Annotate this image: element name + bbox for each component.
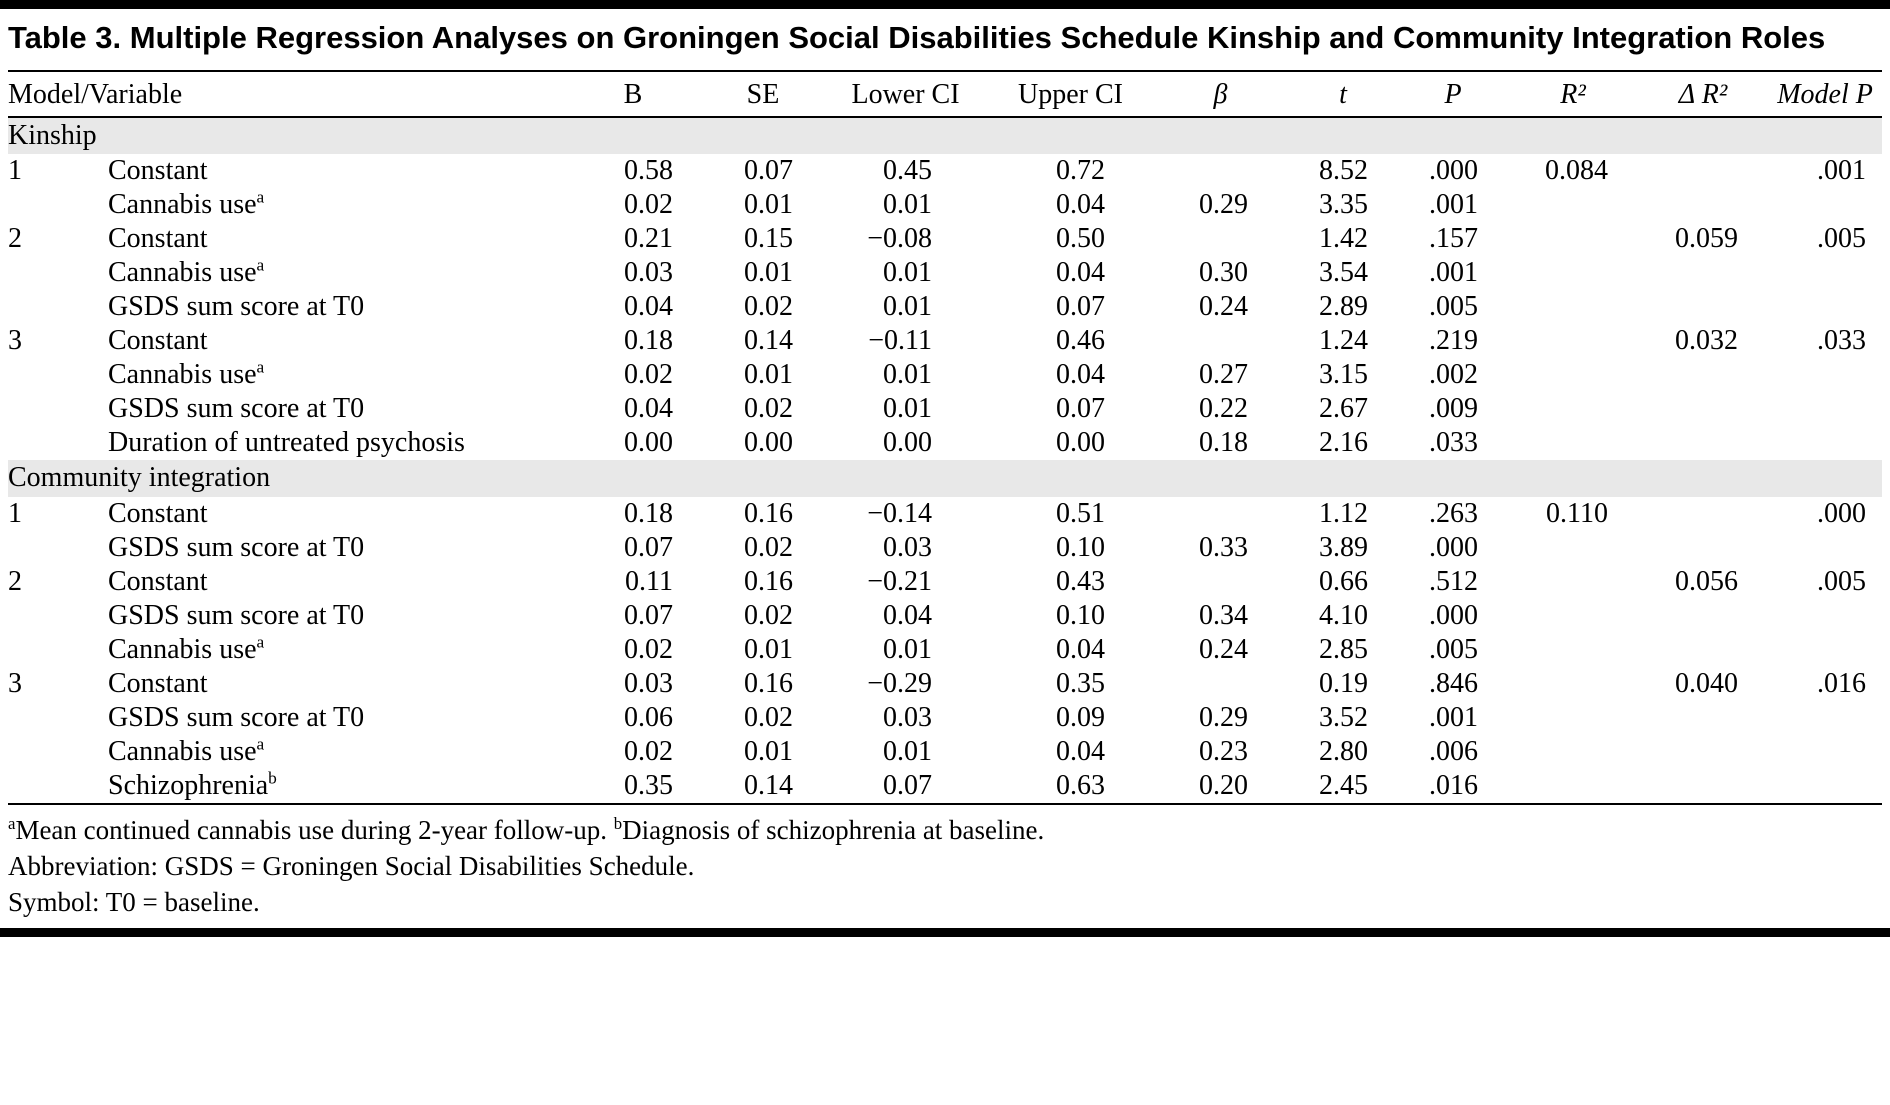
cell-delta-r2: 0.032 [1675,324,1739,356]
cell-t: 1.12 [1319,497,1369,529]
variable-name: Constant [108,497,208,529]
cell-t: 8.52 [1319,154,1369,186]
cell-se: 0.01 [744,256,794,288]
cell-p: .846 [1429,667,1479,699]
cell-r2 [1508,735,1638,769]
variable-name: Cannabis use$^a$ [108,734,265,767]
cell-model-p [1768,188,1882,222]
cell-beta: 0.34 [1199,599,1249,631]
model-number [8,290,108,324]
cell-b: 0.18 [624,497,674,529]
cell-t: 2.85 [1319,633,1369,665]
cell-upper-ci: 0.43 [1056,565,1106,597]
cell-r2 [1508,565,1638,599]
cell-se: 0.14 [744,769,794,801]
cell-model-p [1768,633,1882,667]
bottom-rule [0,928,1890,937]
cell-se: 0.07 [744,154,794,186]
cell-model-p: .000 [1817,497,1867,529]
cell-beta [1153,667,1288,701]
table-row [8,290,1882,324]
cell-beta [1153,154,1288,188]
table-row [8,633,1882,667]
variable-name: GSDS sum score at T0 [108,392,365,424]
cell-upper-ci: 0.72 [1056,154,1106,186]
cell-upper-ci: 0.35 [1056,667,1106,699]
model-number [8,735,108,769]
cell-b: 0.07 [624,531,674,563]
variable-name: Duration of untreated psychosis [108,426,465,458]
cell-delta-r2 [1638,358,1768,392]
model-number: 2 [8,222,22,254]
model-number [8,188,108,222]
table-row [8,531,1882,565]
cell-model-p [1768,426,1882,460]
model-number [8,531,108,565]
cell-t: 3.89 [1319,531,1369,563]
cell-model-p [1768,531,1882,565]
cell-beta: 0.20 [1199,769,1249,801]
cell-upper-ci: 0.04 [1056,633,1106,665]
cell-beta: 0.18 [1199,426,1249,458]
cell-se: 0.01 [744,633,794,665]
cell-t: 1.42 [1319,222,1369,254]
cell-p: .016 [1429,769,1479,801]
cell-r2 [1508,222,1638,256]
variable-name: Constant [108,667,208,699]
cell-lower-ci: 0.01 [883,256,933,288]
cell-r2 [1508,188,1638,222]
model-number [8,701,108,735]
cell-p: .219 [1429,324,1479,356]
cell-p: .005 [1429,290,1479,322]
table-row [8,222,1882,256]
cell-lower-ci: −0.08 [867,222,933,254]
cell-lower-ci: 0.03 [883,701,933,733]
column-header-delta-r2: Δ R² [1678,78,1728,110]
cell-lower-ci: 0.07 [883,769,933,801]
cell-r2 [1508,599,1638,633]
cell-model-p [1768,701,1882,735]
cell-b: 0.07 [624,599,674,631]
cell-lower-ci: −0.14 [867,497,933,529]
model-number: 3 [8,667,22,699]
cell-se: 0.00 [744,426,794,458]
cell-delta-r2 [1638,154,1768,188]
cell-b: 0.21 [624,222,674,254]
cell-delta-r2 [1638,701,1768,735]
cell-se: 0.02 [744,701,794,733]
cell-b: 0.35 [624,769,674,801]
cell-t: 0.66 [1319,565,1369,597]
cell-b: 0.04 [624,290,674,322]
table-row [8,154,1882,188]
cell-lower-ci: 0.01 [883,735,933,767]
cell-delta-r2: 0.040 [1675,667,1739,699]
cell-beta: 0.24 [1199,633,1249,665]
cell-delta-r2: 0.059 [1675,222,1739,254]
cell-r2 [1508,324,1638,358]
cell-delta-r2 [1638,188,1768,222]
cell-lower-ci: 0.04 [883,599,933,631]
cell-t: 2.89 [1319,290,1369,322]
cell-lower-ci: 0.01 [883,188,933,220]
table-header [8,71,1882,117]
variable-name: Constant [108,565,208,597]
column-header-model-p: Model P [1777,78,1873,110]
cell-beta: 0.29 [1199,188,1249,220]
cell-se: 0.01 [744,358,794,390]
cell-t: 1.24 [1319,324,1369,356]
cell-upper-ci: 0.50 [1056,222,1106,254]
cell-model-p [1768,769,1882,803]
cell-delta-r2: 0.056 [1675,565,1739,597]
cell-p: .157 [1429,222,1479,254]
cell-beta: 0.33 [1199,531,1249,563]
cell-p: .001 [1429,188,1479,220]
section-label: Kinship [8,117,1882,154]
cell-t: 3.15 [1319,358,1369,390]
cell-beta: 0.30 [1199,256,1249,288]
cell-b: 0.02 [624,188,674,220]
cell-se: 0.01 [744,735,794,767]
table-row [8,599,1882,633]
cell-upper-ci: 0.51 [1056,497,1106,529]
table-row [8,324,1882,358]
column-header-r2: R² [1560,78,1586,110]
cell-r2 [1508,531,1638,565]
cell-b: 0.02 [624,633,674,665]
cell-model-p [1768,599,1882,633]
cell-b: 0.03 [624,667,674,699]
column-header-lower-ci: Lower CI [851,78,960,110]
footnote: Symbol: T0 = baseline. [8,886,260,917]
model-number: 1 [8,154,22,186]
variable-name: Cannabis use$^a$ [108,357,265,390]
cell-r2 [1508,769,1638,803]
cell-beta: 0.27 [1199,358,1249,390]
cell-upper-ci: 0.46 [1056,324,1106,356]
cell-model-p [1768,735,1882,769]
variable-name: Cannabis use$^a$ [108,255,265,288]
model-number: 1 [8,497,22,529]
page [0,9,1890,928]
cell-delta-r2 [1638,497,1768,531]
cell-lower-ci: 0.03 [883,531,933,563]
cell-model-p: .033 [1817,324,1867,356]
cell-r2 [1508,667,1638,701]
regression-table [8,70,1882,803]
cell-r2: 0.084 [1545,154,1609,186]
cell-se: 0.15 [744,222,794,254]
cell-b: 0.04 [624,392,674,424]
cell-delta-r2 [1638,290,1768,324]
table-row [8,426,1882,460]
cell-delta-r2 [1638,599,1768,633]
table-row [8,188,1882,222]
cell-model-p [1768,256,1882,290]
cell-lower-ci: 0.45 [883,154,933,186]
table-row [8,256,1882,290]
cell-lower-ci: −0.11 [868,324,933,356]
cell-t: 2.45 [1319,769,1369,801]
cell-model-p [1768,358,1882,392]
section-row [8,460,1882,497]
cell-upper-ci: 0.04 [1056,256,1106,288]
footnote: $^a$Mean continued cannabis use during 2-year follow-up. $^b$Diagnosis of schizophrenia at baseline. [8,813,1045,845]
column-header-model-variable: Model/Variable [8,78,183,110]
variable-name: Constant [108,324,208,356]
cell-p: .001 [1429,701,1479,733]
cell-lower-ci: 0.00 [883,426,933,458]
cell-r2 [1508,426,1638,460]
variable-name: Cannabis use$^a$ [108,632,265,665]
footnote: Abbreviation: GSDS = Groningen Social Disabilities Schedule. [8,850,695,881]
cell-model-p: .001 [1817,154,1867,186]
cell-upper-ci: 0.07 [1056,392,1106,424]
cell-lower-ci: −0.21 [867,565,933,597]
cell-lower-ci: 0.01 [883,392,933,424]
cell-b: 0.18 [624,324,674,356]
cell-p: .009 [1429,392,1479,424]
cell-r2: 0.110 [1546,497,1609,529]
variable-name: Schizophrenia$^b$ [108,768,277,801]
model-number [8,769,108,803]
cell-p: .263 [1429,497,1479,529]
variable-name: Constant [108,222,208,254]
cell-delta-r2 [1638,769,1768,803]
cell-se: 0.16 [744,565,794,597]
variable-name: GSDS sum score at T0 [108,599,365,631]
table-row [8,565,1882,599]
model-number [8,633,108,667]
cell-t: 4.10 [1319,599,1369,631]
cell-model-p: .005 [1817,222,1867,254]
cell-se: 0.14 [744,324,794,356]
cell-model-p [1768,392,1882,426]
cell-p: .000 [1429,531,1479,563]
variable-name: GSDS sum score at T0 [108,531,365,563]
cell-lower-ci: 0.01 [883,290,933,322]
cell-t: 2.16 [1319,426,1369,458]
cell-t: 2.80 [1319,735,1369,767]
cell-lower-ci: −0.29 [867,667,933,699]
variable-name: Cannabis use$^a$ [108,187,265,220]
cell-r2 [1508,358,1638,392]
cell-se: 0.02 [744,599,794,631]
column-header-t: t [1339,78,1347,110]
cell-r2 [1508,701,1638,735]
cell-upper-ci: 0.09 [1056,701,1106,733]
cell-upper-ci: 0.04 [1056,358,1106,390]
section-row [8,117,1882,154]
table-row [8,701,1882,735]
cell-t: 3.35 [1319,188,1369,220]
cell-b: 0.00 [624,426,674,458]
cell-upper-ci: 0.10 [1056,531,1106,563]
cell-upper-ci: 0.07 [1056,290,1106,322]
cell-r2 [1508,633,1638,667]
cell-b: 0.11 [625,565,674,597]
cell-p: .005 [1429,633,1479,665]
column-header-p: P [1444,78,1462,110]
cell-beta [1153,497,1288,531]
cell-se: 0.01 [744,188,794,220]
cell-r2 [1508,256,1638,290]
cell-b: 0.58 [624,154,674,186]
cell-t: 0.19 [1319,667,1369,699]
variable-name: GSDS sum score at T0 [108,701,365,733]
table-row [8,735,1882,769]
model-number [8,358,108,392]
cell-t: 2.67 [1319,392,1369,424]
cell-b: 0.02 [624,735,674,767]
cell-p: .000 [1429,599,1479,631]
table-row [8,667,1882,701]
cell-delta-r2 [1638,426,1768,460]
cell-se: 0.16 [744,667,794,699]
table-title: Table 3. Multiple Regression Analyses on Groningen Social Disabilities Schedule Kinship and Community Integration Roles [8,20,1826,55]
model-number [8,426,108,460]
column-header-beta: β [1213,78,1228,110]
model-number [8,599,108,633]
cell-delta-r2 [1638,256,1768,290]
cell-b: 0.06 [624,701,674,733]
cell-p: .002 [1429,358,1479,390]
cell-p: .512 [1429,565,1479,597]
footnotes [8,803,1882,928]
cell-upper-ci: 0.00 [1056,426,1106,458]
cell-beta [1153,222,1288,256]
table-row [8,497,1882,531]
cell-delta-r2 [1638,392,1768,426]
cell-p: .001 [1429,256,1479,288]
cell-lower-ci: 0.01 [883,358,933,390]
cell-beta: 0.22 [1199,392,1249,424]
cell-t: 3.52 [1319,701,1369,733]
variable-name: Constant [108,154,208,186]
cell-beta [1153,565,1288,599]
cell-lower-ci: 0.01 [883,633,933,665]
cell-upper-ci: 0.10 [1056,599,1106,631]
cell-p: .006 [1429,735,1479,767]
cell-upper-ci: 0.63 [1056,769,1106,801]
cell-upper-ci: 0.04 [1056,735,1106,767]
top-rule [0,0,1890,9]
cell-p: .000 [1429,154,1479,186]
cell-model-p: .016 [1817,667,1867,699]
cell-delta-r2 [1638,531,1768,565]
table-row [8,392,1882,426]
variable-name: GSDS sum score at T0 [108,290,365,322]
cell-beta: 0.29 [1199,701,1249,733]
cell-b: 0.03 [624,256,674,288]
cell-p: .033 [1429,426,1479,458]
cell-delta-r2 [1638,735,1768,769]
cell-model-p: .005 [1817,565,1867,597]
model-number [8,392,108,426]
cell-beta [1153,324,1288,358]
column-header-b: B [623,78,643,110]
cell-upper-ci: 0.04 [1056,188,1106,220]
cell-r2 [1508,290,1638,324]
cell-se: 0.02 [744,392,794,424]
header-row [8,71,1882,117]
table-body [8,117,1882,803]
section-label: Community integration [8,460,1882,497]
table-row [8,769,1882,803]
cell-se: 0.16 [744,497,794,529]
column-header-upper-ci: Upper CI [1018,78,1123,110]
model-number: 2 [8,565,22,597]
cell-t: 3.54 [1319,256,1369,288]
cell-beta: 0.23 [1199,735,1249,767]
cell-se: 0.02 [744,290,794,322]
cell-r2 [1508,392,1638,426]
cell-model-p [1768,290,1882,324]
cell-se: 0.02 [744,531,794,563]
table-row [8,358,1882,392]
model-number [8,256,108,290]
cell-beta: 0.24 [1199,290,1249,322]
model-number: 3 [8,324,22,356]
column-header-se: SE [746,78,780,110]
cell-delta-r2 [1638,633,1768,667]
cell-b: 0.02 [624,358,674,390]
